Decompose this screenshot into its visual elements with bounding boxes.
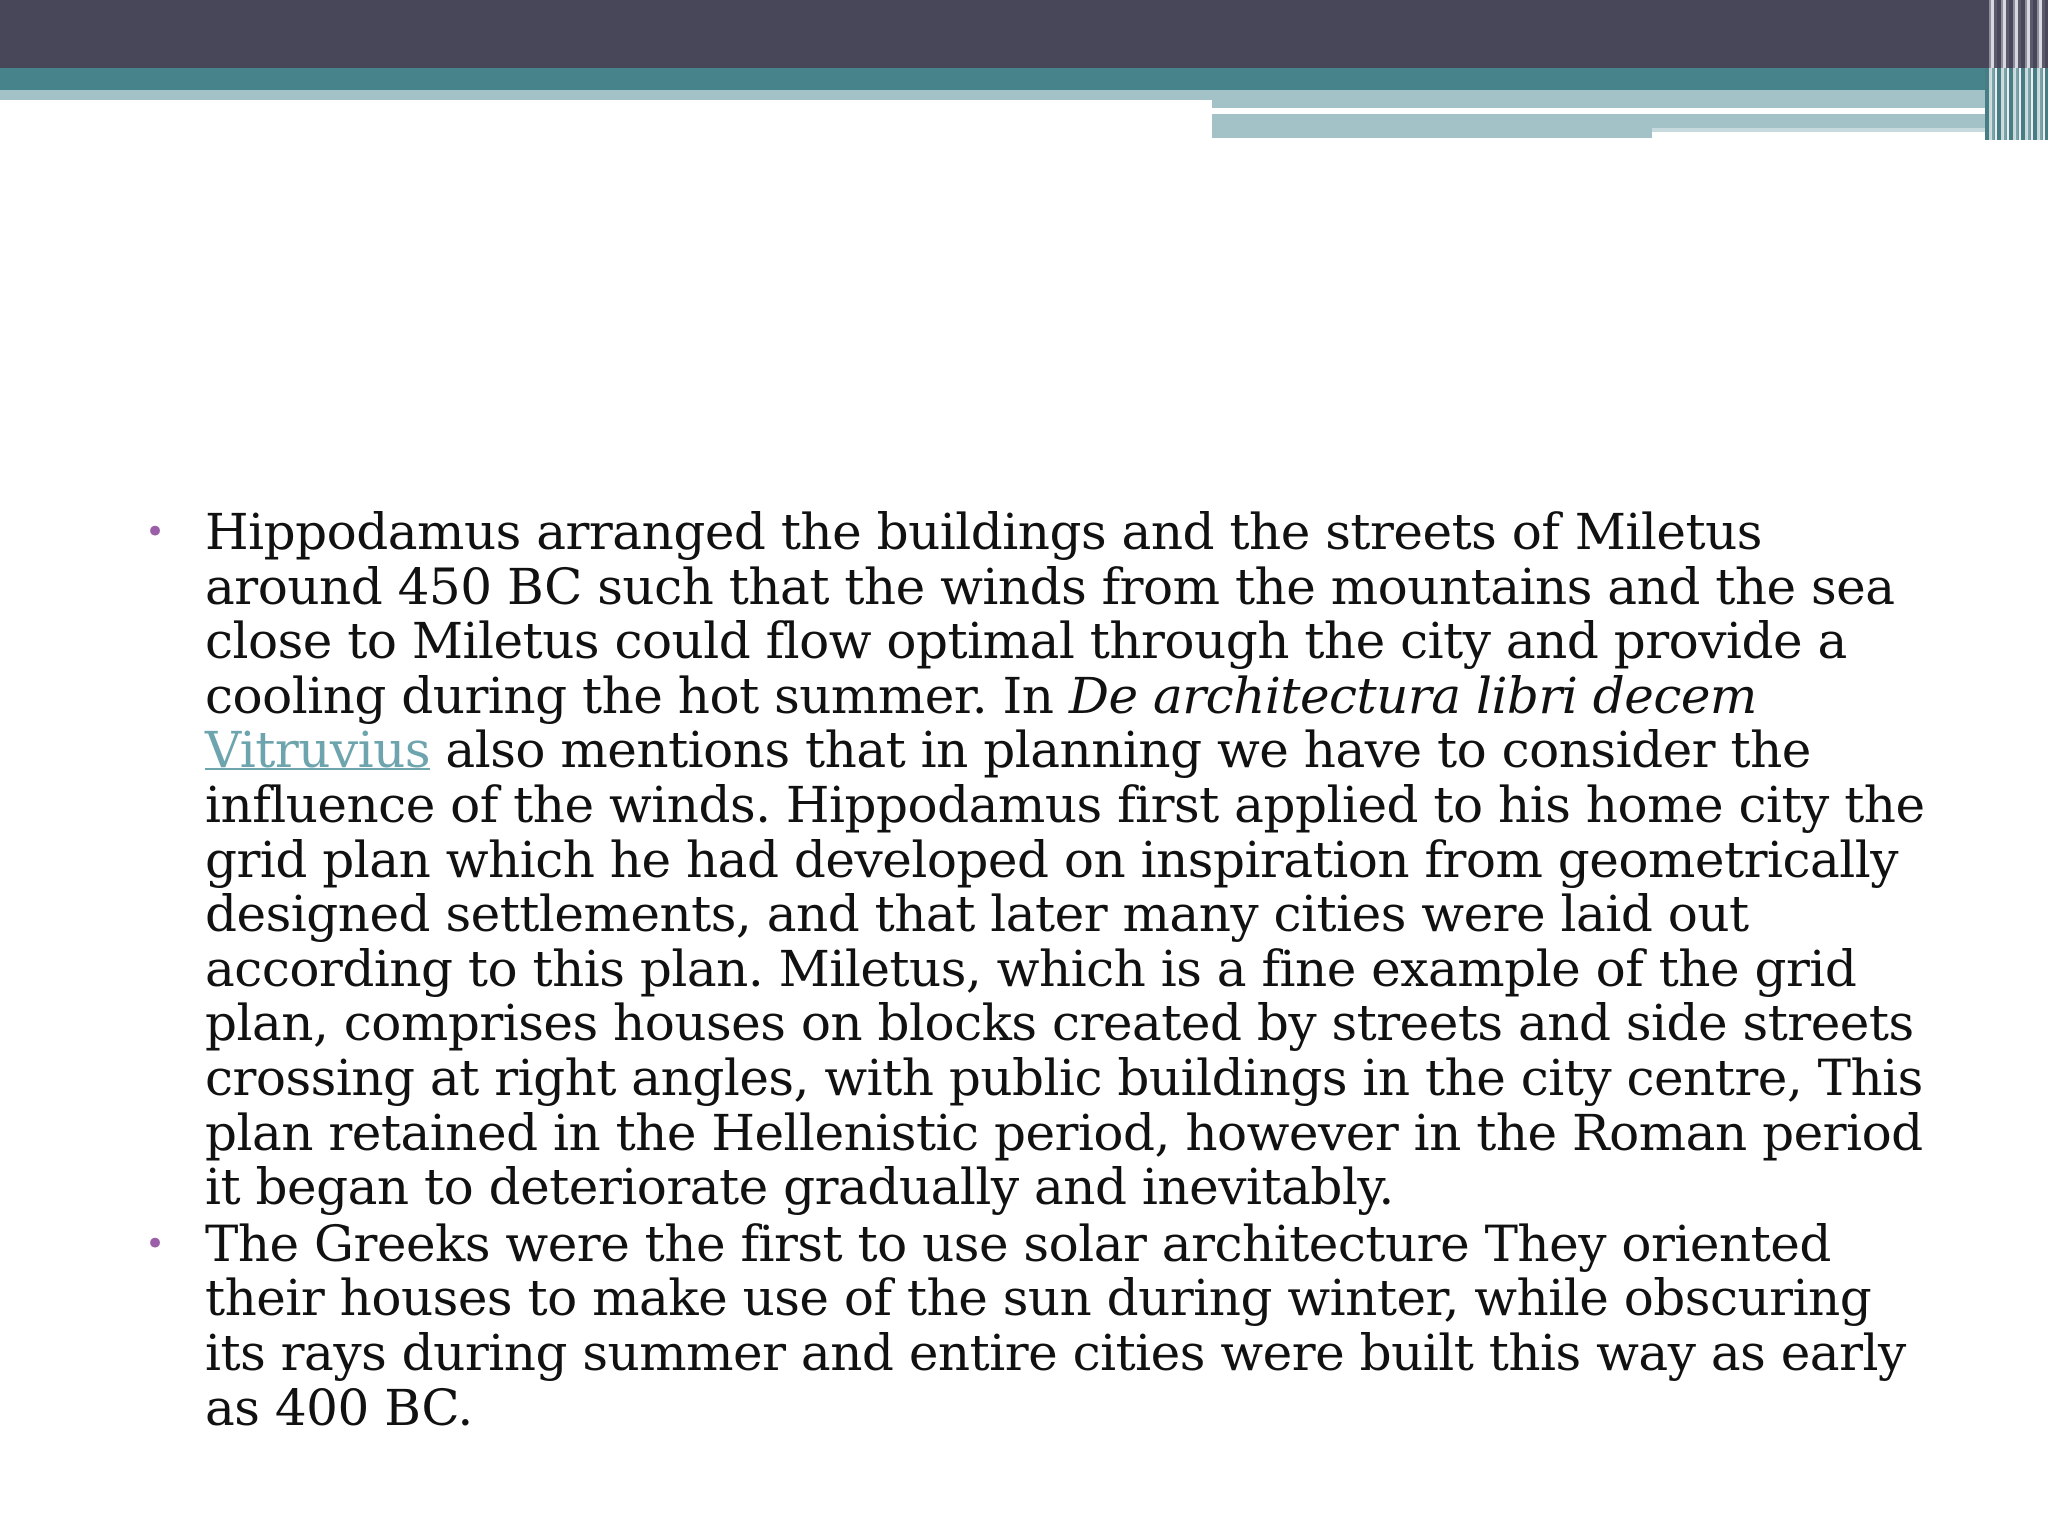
bullet-icon: • [145, 512, 165, 552]
header-accent-bar-thin [1652, 128, 2008, 132]
bullet-list [145, 505, 1925, 1435]
header-accent-bar-short [1212, 128, 1652, 138]
vitruvius-link[interactable]: Vitruvius [205, 721, 431, 780]
slide-body [145, 505, 1925, 1437]
header-accent-bar-lower [1212, 114, 2008, 128]
header-edge-stripes-lower [1985, 68, 2048, 140]
book-title: De architectura libri decem [1068, 666, 1757, 725]
bullet-item-greeks [145, 1214, 1925, 1437]
header-light-bar [0, 90, 1212, 100]
bullet-item-hippodamus [145, 505, 1925, 1215]
bullet-text: The Greeks were the first to use solar architecture They oriented their houses to make use of the sun during winter, while obscuring its rays during summer and entire cities were built this way as early as 400 BC. [205, 1214, 1906, 1437]
header-accent-bar [1212, 90, 2008, 108]
header-teal-bar [0, 68, 2048, 90]
header-dark-bar [0, 0, 2048, 68]
bullet-text-part2: also mentions that in planning we have to consider the influence of the winds. Hippodamus first applied to his home city the grid plan which he had developed on inspiration from geometrically designed settlements, and that later many cities were laid out according to this plan. Miletus, which is a fine example of the grid plan, comprises houses on blocks created by streets and side streets crossing at right angles, with public buildings in the city centre, This plan retained in the Hellenistic period, however in the Roman period it began to deteriorate gradually and inevitably. [205, 721, 1925, 1217]
bullet-icon: • [145, 1223, 165, 1264]
bullet-text-part1: Hippodamus arranged the buildings and the streets of Miletus around 450 BC such that the winds from the mountains and the sea close to Miletus could flow optimal through the city and provide a cooling during the hot summer. In [205, 503, 1895, 725]
